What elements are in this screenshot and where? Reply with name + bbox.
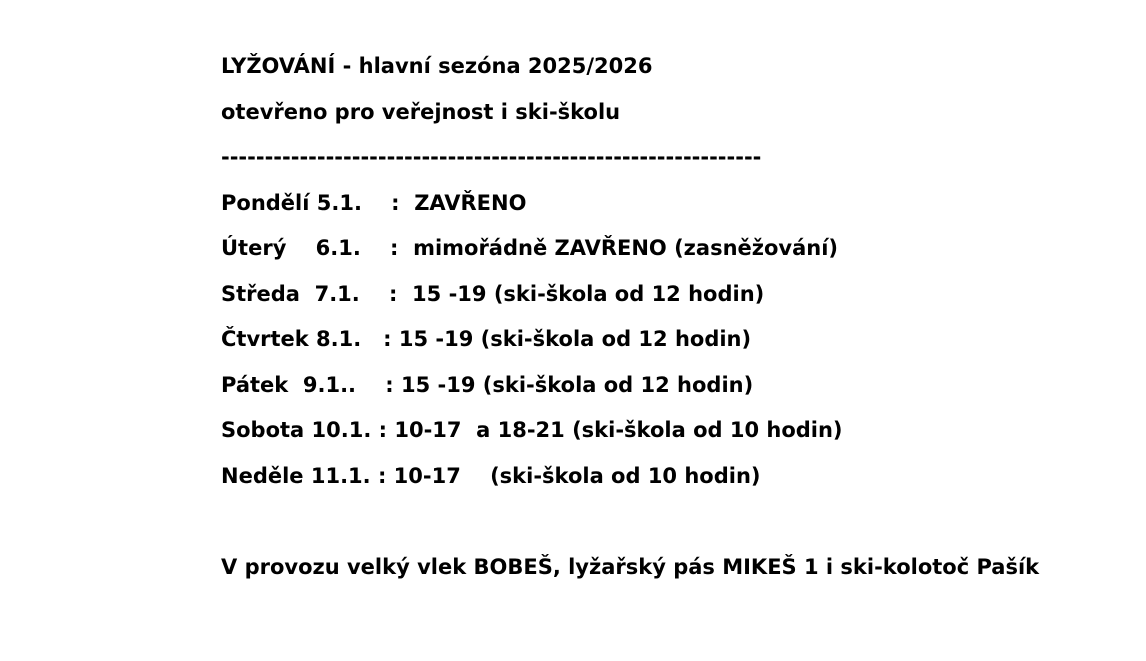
- schedule-row-sunday: Neděle 11.1. : 10-17 (ski-škola od 10 hodin): [221, 463, 761, 488]
- document-body: [221, 48, 1121, 594]
- schedule-row-wednesday: Středa 7.1. : 15 -19 (ski-škola od 12 hodin): [221, 281, 765, 306]
- schedule-list: [221, 185, 1121, 504]
- schedule-row-saturday: Sobota 10.1. : 10-17 a 18-21 (ski-škola od 10 hodin): [221, 418, 843, 442]
- schedule-row-monday: Pondělí 5.1. : ZAVŘENO: [221, 190, 527, 215]
- document-title: LYŽOVÁNÍ - hlavní sezóna 2025/2026: [221, 54, 653, 78]
- schedule-row-friday: Pátek 9.1.. : 15 -19 (ski-škola od 12 hodin): [221, 372, 754, 397]
- schedule-row-thursday: Čtvrtek 8.1. : 15 -19 (ski-škola od 12 hodin): [221, 327, 752, 351]
- operation-note: V provozu velký vlek BOBEŠ, lyžařský pás MIKEŠ 1 i ski-kolotoč Pašík: [221, 554, 1040, 579]
- blank-spacer: [221, 503, 1121, 549]
- document-subtitle: otevřeno pro veřejnost i ski-školu: [221, 99, 621, 124]
- divider-line: --------------------------------------------------------------: [221, 145, 762, 169]
- schedule-row-tuesday: Úterý 6.1. : mimořádně ZAVŘENO (zasněžování): [221, 236, 839, 260]
